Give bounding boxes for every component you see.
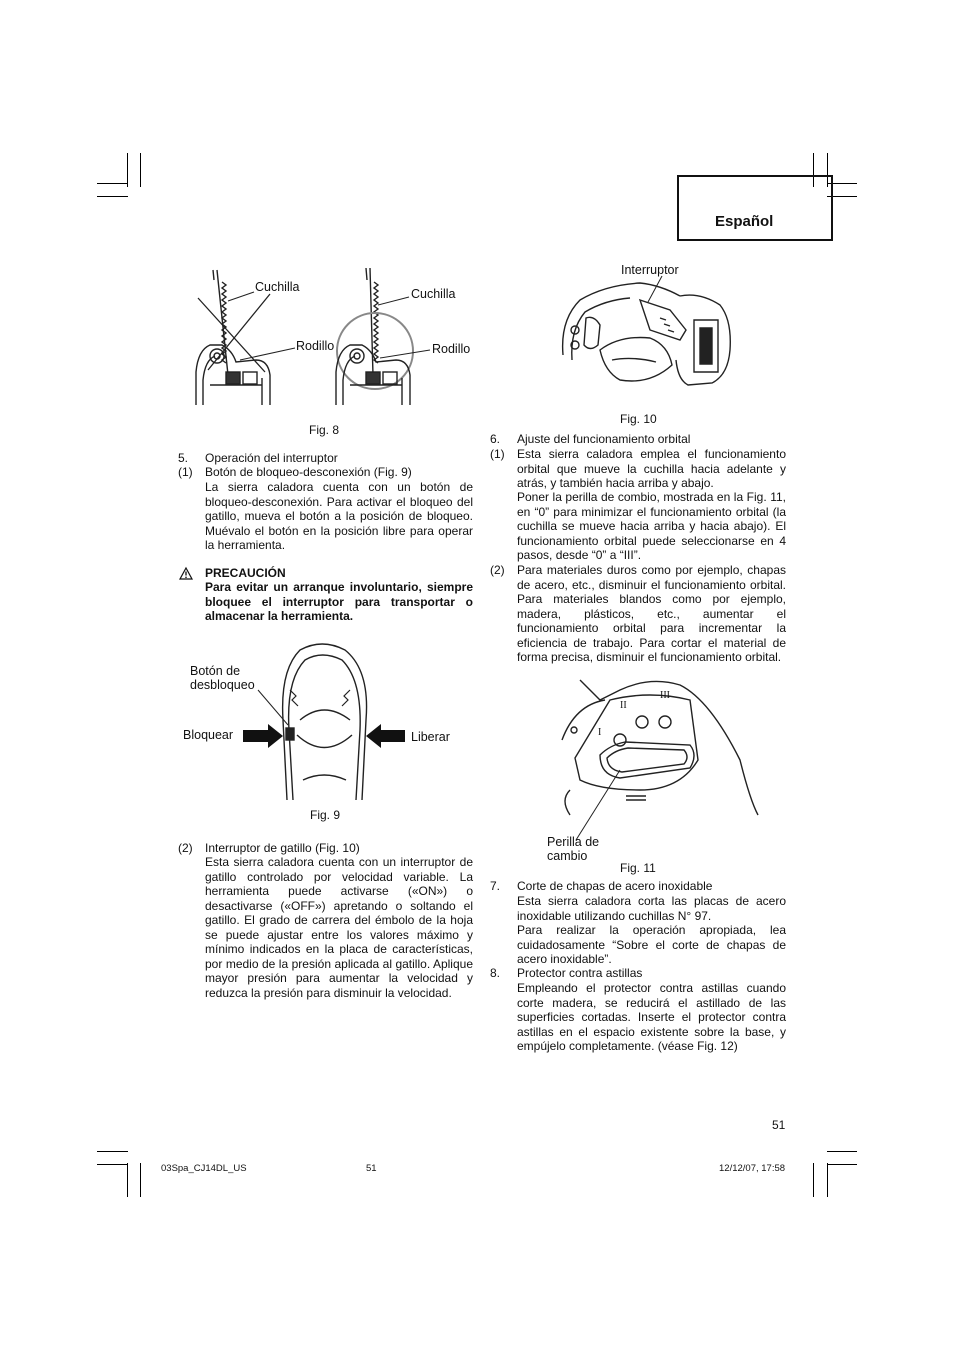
crop-mark xyxy=(140,153,141,187)
section6-item2-number: (2) xyxy=(490,563,505,577)
crop-mark xyxy=(827,1164,857,1165)
section5-item2-number: (2) xyxy=(178,841,193,855)
fig9-caption: Fig. 9 xyxy=(310,808,341,822)
fig10-caption: Fig. 10 xyxy=(620,412,657,426)
section5-title: Operación del interruptor xyxy=(205,451,338,465)
caution-title: PRECAUCIÓN xyxy=(205,566,286,580)
page-number: 51 xyxy=(772,1118,786,1132)
crop-mark xyxy=(97,1151,128,1152)
footer-page: 51 xyxy=(366,1163,377,1174)
section8-number: 8. xyxy=(490,966,501,980)
fig10-switch-label: Interruptor xyxy=(621,263,679,277)
fig11-caption: Fig. 11 xyxy=(620,861,656,875)
section6-item1-text1: Esta sierra caladora emplea el funcionamiento orbital que mueve la cuchilla hacia adelante y atrás, y también hacia arriba y abajo. xyxy=(517,447,786,490)
footer-file: 03Spa_CJ14DL_US xyxy=(161,1163,247,1174)
section5-item2-text: Esta sierra caladora cuenta con un interruptor de gatillo controlado por velocidad variable. La herramienta puede activarse («ON») o desactivarse («OFF») apretando o soltando el gatillo. El grado de carrera del émbolo de la hoja se puede ajustar entre los valores máximo y mínimo indicados en la placa de características, por medio de la presión aplicada al gatillo. Aplique mayor presión para aumentar la velocidad y reduzca la presión para disminuir la velocidad. xyxy=(205,855,473,1000)
fig8-left-blade-label: Cuchilla xyxy=(255,280,300,294)
section7-number: 7. xyxy=(490,879,501,893)
section6-item1-number: (1) xyxy=(490,447,505,461)
crop-mark xyxy=(97,196,128,197)
section6-title: Ajuste del funcionamiento orbital xyxy=(517,432,691,446)
section5-number: 5. xyxy=(178,451,189,465)
fig9-release-label: Liberar xyxy=(411,730,450,744)
fig9-lock-label: Bloquear xyxy=(183,728,234,742)
section8-text: Empleando el protector contra astillas cuando corte madera, se reducirá el astillado de las superficies cortadas. Inserte el protector contra astillas en el espacio existente sobre la base, y empújelo completamente. (véase Fig. 12) xyxy=(517,981,786,1053)
fig8-right-roller-label: Rodillo xyxy=(432,342,471,356)
crop-mark xyxy=(813,1163,814,1197)
section6-number: 6. xyxy=(490,432,501,446)
crop-mark xyxy=(127,153,128,187)
footer-datetime: 12/12/07, 17:58 xyxy=(719,1163,786,1174)
section7-text1: Esta sierra caladora corta las placas de acero inoxidable utilizando cuchillas N° 97. xyxy=(517,894,786,923)
crop-mark xyxy=(827,1151,857,1152)
fig11-knob-label: Perilla de cambio xyxy=(547,835,600,863)
section8-title: Protector contra astillas xyxy=(517,966,643,980)
language-tab xyxy=(677,175,833,241)
crop-mark xyxy=(140,1163,141,1197)
caution-text: Para evitar un arranque involuntario, siempre bloquee el interruptor para transportar o almacenar la herramienta. xyxy=(205,580,473,623)
section5-item1-title: Botón de bloqueo-desconexión (Fig. 9) xyxy=(205,465,412,479)
fig8-left-roller-label: Rodillo xyxy=(296,339,335,353)
section7-title: Corte de chapas de acero inoxidable xyxy=(517,879,713,893)
section5-item2-title: Interruptor de gatillo (Fig. 10) xyxy=(205,841,360,855)
fig9-unlock-button-label: Botón de desbloqueo xyxy=(190,664,255,692)
warning-icon xyxy=(179,567,193,580)
section6-item2-text: Para materiales duros como por ejemplo, chapas de acero, etc., disminuir el funcionamiento orbital. Para materiales blandos como por ejemplo, madera, plásticos, etc., aumentar el funcionamiento orbital para incrementar la eficiencia de trabajo. Para cortar el material de forma precisa, disminuir el funcionamiento orbital. xyxy=(517,563,786,664)
fig8-caption: Fig. 8 xyxy=(309,423,340,437)
crop-mark xyxy=(97,1164,128,1165)
crop-mark xyxy=(97,183,128,184)
section7-text2: Para realizar la operación apropiada, lea cuidadosamente “Sobre el corte de chapas de acero inoxidable”. xyxy=(517,923,786,966)
crop-mark xyxy=(827,1163,828,1197)
fig11-mark-3: III xyxy=(660,690,670,701)
section5-item1-text: La sierra caladora cuenta con un botón de bloqueo-desconexión. Para activar el bloqueo del gatillo, mueva el botón a la posición de bloqueo. Muévalo el botón en la posición libre para operar la herramienta. xyxy=(205,480,473,552)
language-label: Español xyxy=(715,213,774,230)
crop-mark xyxy=(127,1163,128,1197)
fig11-mark-2: II xyxy=(620,700,627,711)
section5-item1-number: (1) xyxy=(178,465,193,479)
fig8-right-blade-label: Cuchilla xyxy=(411,287,456,301)
fig11-mark-1: I xyxy=(598,727,602,738)
section6-item1-text2: Poner la perilla de combio, mostrada en la Fig. 11, en “0” para minimizar el funcionamiento orbital (la cuchilla se mueve hacia arriba y hacia abajo). El funcionamiento orbital puede seleccionarse en 4 pasos, desde “0” a “III”. xyxy=(517,490,786,562)
